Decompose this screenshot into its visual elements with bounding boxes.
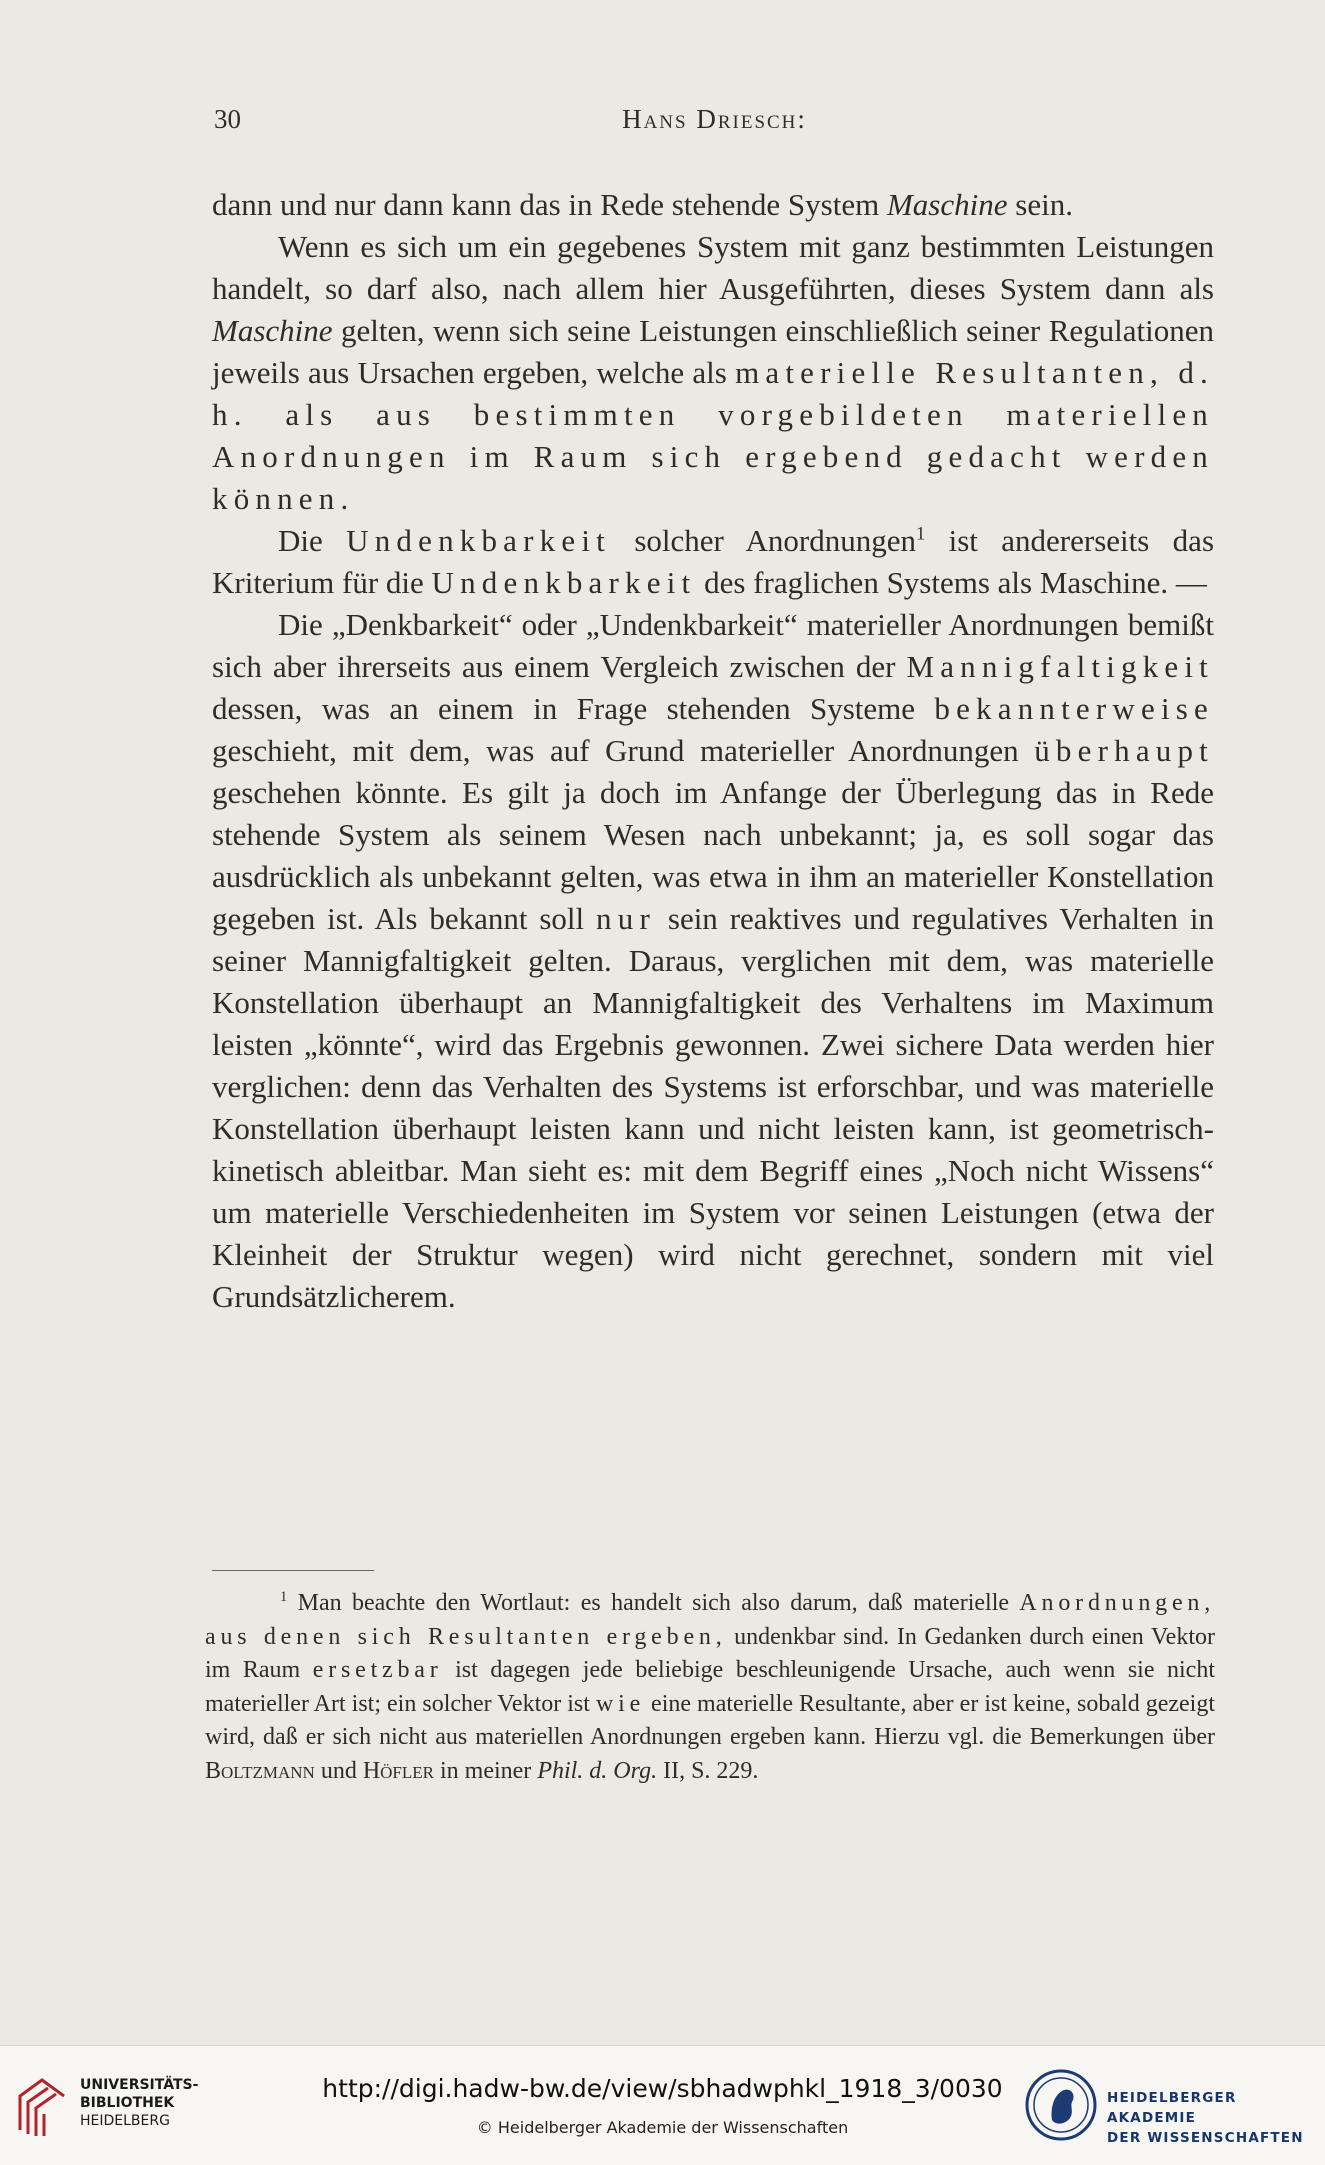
- spaced-emphasis: Mannigfaltigkeit: [906, 649, 1214, 684]
- copyright-notice: © Heidelberger Akademie der Wissenschaften: [476, 2118, 849, 2137]
- body-text: [212, 184, 1214, 1318]
- running-head: Hans Driesch:: [622, 104, 807, 134]
- spaced-emphasis: Undenkbarkeit: [431, 565, 697, 600]
- viewer-footer: [0, 2045, 1325, 2165]
- spaced-emphasis: materielle Resultanten, d. h. als aus bestimmten vorgebildeten materiellen Anordnungen im Raum sich ergebend gedacht werden können.: [212, 355, 1214, 516]
- footnote-marker: 1: [915, 523, 926, 545]
- spaced-emphasis: ersetzbar: [312, 1657, 443, 1683]
- academy-seal-icon[interactable]: [1024, 2068, 1098, 2142]
- author-name: Boltzmann: [205, 1757, 315, 1784]
- spaced-emphasis: überhaupt: [1034, 733, 1214, 768]
- spaced-emphasis: Undenkbarkeit: [346, 523, 611, 558]
- footnote: $^1$ Man beachte den Wortlaut: es handelt sich also darum, daß materielle Anordnungen, aus denen sich Resultanten ergeben, undenkbar sind. In Gedanken durch einen Vektor im Raum ersetzbar ist dagegen jede beliebige beschleunigende Ursache, auch wenn sie nicht materieller Art ist; ein solcher Vektor ist wie eine materielle Resultante, aber er ist keine, sobald gezeigt wird, daß er sich nicht aus materiellen Anordnungen ergeben kann. Hierzu vgl. die Bemerkungen über Boltzmann und Höfler in meiner Phil. d. Org. II, S. 229.: [205, 1589, 1216, 1784]
- spaced-emphasis: nur: [596, 901, 656, 936]
- library-name: UNIVERSITÄTS- BIBLIOTHEK HEIDELBERG: [80, 2077, 199, 2129]
- academy-name: HEIDELBERGER AKADEMIE DER WISSENSCHAFTEN: [1107, 2090, 1304, 2146]
- book-title: Phil. d. Org.: [537, 1757, 658, 1784]
- spaced-emphasis: wie: [595, 1690, 646, 1717]
- page-header: [214, 104, 1215, 144]
- footnote-number: 1: [280, 1589, 288, 1605]
- footnote-divider: [212, 1570, 374, 1571]
- permalink[interactable]: http://digi.hadw-bw.de/view/sbhadwphkl_1918_3/0030: [322, 2074, 1003, 2103]
- author-name: Höfler: [362, 1757, 434, 1784]
- paragraph: dann und nur dann kann das in Rede stehende System Maschine sein.: [212, 187, 1073, 222]
- page-number: 30: [214, 104, 241, 134]
- spaced-emphasis: bekannterweise: [934, 691, 1214, 726]
- paragraph: Die Undenkbarkeit solcher Anordnungen$^1$ ist andererseits das Kriterium für die Undenkbarkeit des fraglichen Systems als Maschine. —: [212, 523, 1215, 600]
- paragraph: Die „Denkbarkeit“ oder „Undenkbarkeit“ materieller Anordnungen bemißt sich aber ihrerseits aus einem Vergleich zwischen der Mannigfaltigkeit dessen, was an einem in Frage stehenden Systeme bekannterweise geschieht, mit dem, was auf Grund materieller Anordnungen überhaupt geschehen könnte. Es gilt ja doch im Anfange der Überlegung das in Rede stehende System als seinem Wesen nach unbekannt; ja, es soll sogar das ausdrücklich als unbekannt gelten, was etwa in ihm an materieller Konstellation gegeben ist. Als bekannt soll nur sein reaktives und regulatives Verhalten in seiner Mannigfaltigkeit gelten. Daraus, verglichen mit dem, was materielle Konstellation überhaupt an Mannigfaltigkeit des Verhaltens im Maximum leisten „könnte“, wird das Ergebnis gewonnen. Zwei sichere Data werden hier verglichen: denn das Verhalten des Systems ist erforschbar, und was materielle Konstellation überhaupt leisten kann und nicht leisten kann, ist geometrisch-kinetisch ableitbar. Man sieht es: mit dem Begriff eines „Noch nicht Wissens“ um materielle Verschiedenheiten im System vor seinen Leistungen (etwa der Kleinheit der Struktur wegen) wird nicht gerechnet, sondern mit viel Grundsätzlicherem.: [212, 607, 1214, 1314]
- paragraph: Wenn es sich um ein gegebenes System mit ganz bestimmten Leistungen handelt, so darf also, nach allem hier Ausgeführten, dieses System dann als Maschine gelten, wenn sich seine Leistungen einschließlich seiner Regulationen jeweils aus Ursachen ergeben, welche als materielle Resultanten, d. h. als aus bestimmten vorgebildeten materiellen Anordnungen im Raum sich ergebend gedacht werden können.: [212, 229, 1214, 516]
- spaced-emphasis: Anordnungen, aus denen sich Resultanten ergeben,: [205, 1590, 1215, 1650]
